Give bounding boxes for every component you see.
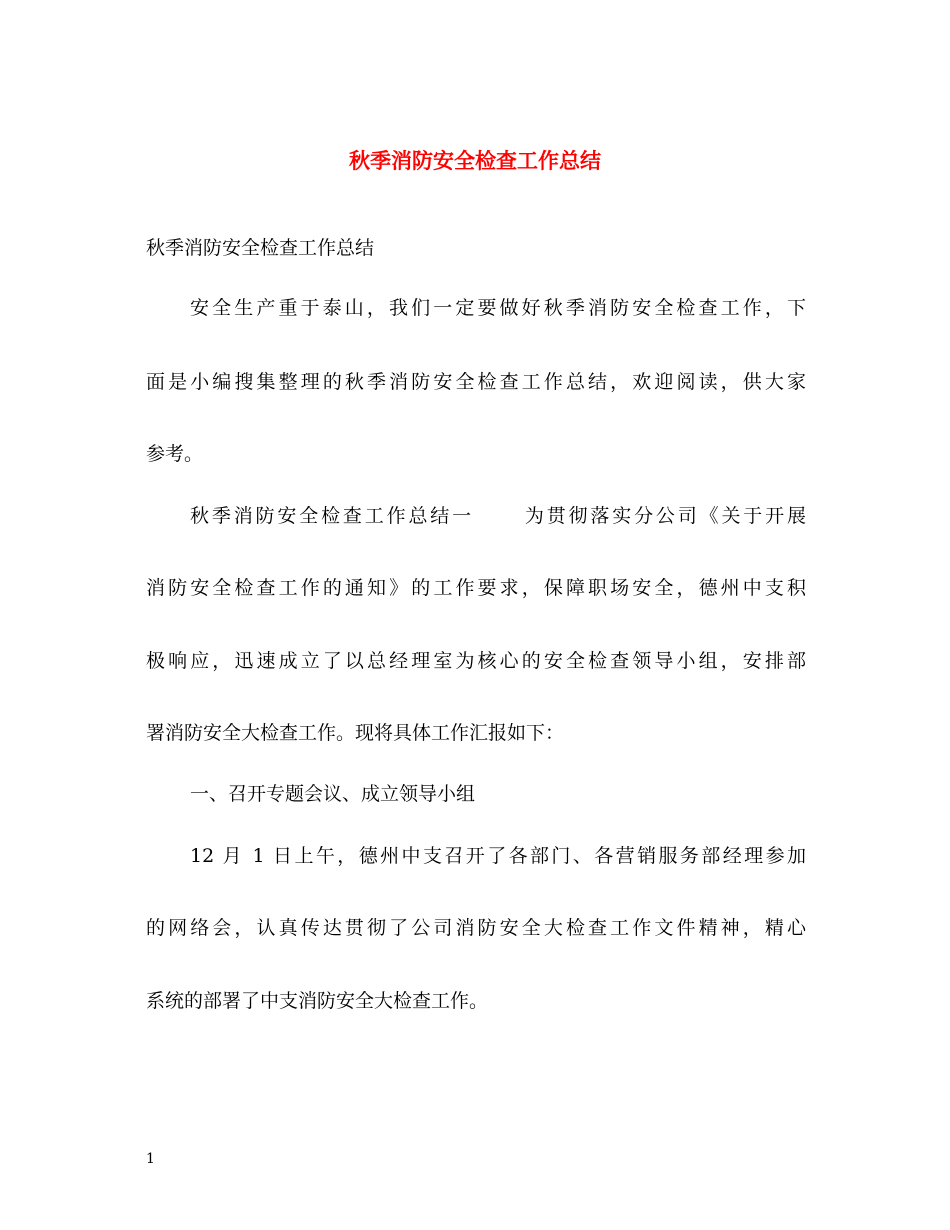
intro-line-1: 安全生产重于泰山，我们一定要做好秋季消防安全检查工作，下 [190,297,806,319]
page-number: 1 [146,1151,155,1167]
section-one-line-1 [190,498,806,534]
section-one-line-4: 署消防安全大检查工作。现将具体工作汇报如下： [146,722,565,744]
document-title: 秋季消防安全检查工作总结 [349,148,601,173]
item-one-line-3: 系统的部署了中支消防安全大检查工作。 [146,990,489,1012]
section-one-heading: 秋季消防安全检查工作总结一 [190,505,474,527]
section-one-line-1-rest: 为贯彻落实分公司《关于开展 [522,505,806,527]
item-one-line-1: 12 月 1 日上午，德州中支召开了各部门、各营销服务部经理参加 [190,845,806,867]
document-subtitle: 秋季消防安全检查工作总结 [146,237,375,259]
section-one-line-2: 消防安全检查工作的通知》的工作要求，保障职场安全，德州中支积 [146,577,806,599]
item-one-heading: 一、召开专题会议、成立领导小组 [190,783,476,805]
intro-line-2: 面是小编搜集整理的秋季消防安全检查工作总结，欢迎阅读，供大家 [146,371,806,393]
section-one-line-3: 极响应，迅速成立了以总经理室为核心的安全检查领导小组，安排部 [146,650,806,672]
item-one-line-2: 的网络会，认真传达贯彻了公司消防安全大检查工作文件精神，精心 [146,917,806,939]
intro-line-3: 参考。 [146,443,204,465]
